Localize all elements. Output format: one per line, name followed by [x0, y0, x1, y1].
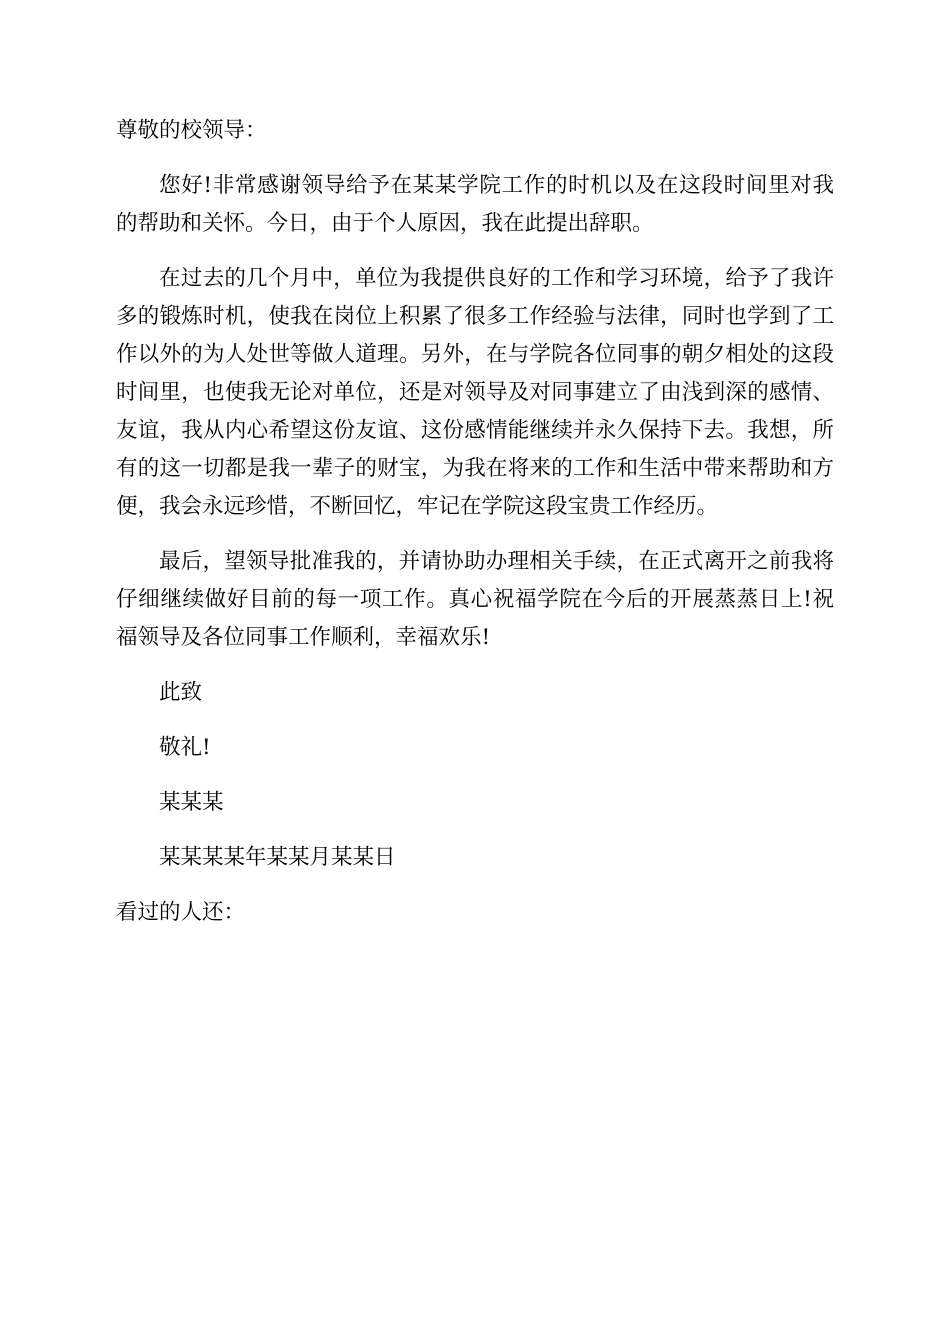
signature: 某某某 [159, 790, 224, 815]
closing-jing-li: 敬礼! [159, 735, 211, 760]
paragraph-greeting: 您好!非常感谢领导给予在某某学院工作的时机以及在这段时间里对我的帮助和关怀。今日，由于个人原因，我在此提出辞职。 [116, 173, 834, 236]
paragraph-request: 最后，望领导批准我的，并请协助办理相关手续，在正式离开之前我将仔细继续做好目前的每一项工作。真心祝福学院在今后的开展蒸蒸日上!祝福领导及各位同事工作顺利，幸福欢乐! [116, 549, 834, 650]
closing-ci-zhi: 此致 [159, 680, 203, 705]
footer-note: 看过的人还： [116, 900, 246, 925]
letter-body [116, 112, 834, 949]
salutation: 尊敬的校领导： [116, 118, 267, 143]
paragraph-reflection: 在过去的几个月中，单位为我提供良好的工作和学习环境，给予了我许多的锻炼时机，使我在岗位上积累了很多工作经验与法律，同时也学到了工作以外的为人处世等做人道理。另外，在与学院各位同事的朝夕相处的这段时间里，也使我无论对单位，还是对领导及对同事建立了由浅到深的感情、友谊，我从内心希望这份友谊、这份感情能继续并永久保持下去。我想，所有的这一切都是我一辈子的财宝，为我在将来的工作和生活中带来帮助和方便，我会永远珍惜，不断回忆，牢记在学院这段宝贵工作经历。 [116, 266, 834, 519]
date-line: 某某某某年某某月某某日 [159, 845, 396, 870]
